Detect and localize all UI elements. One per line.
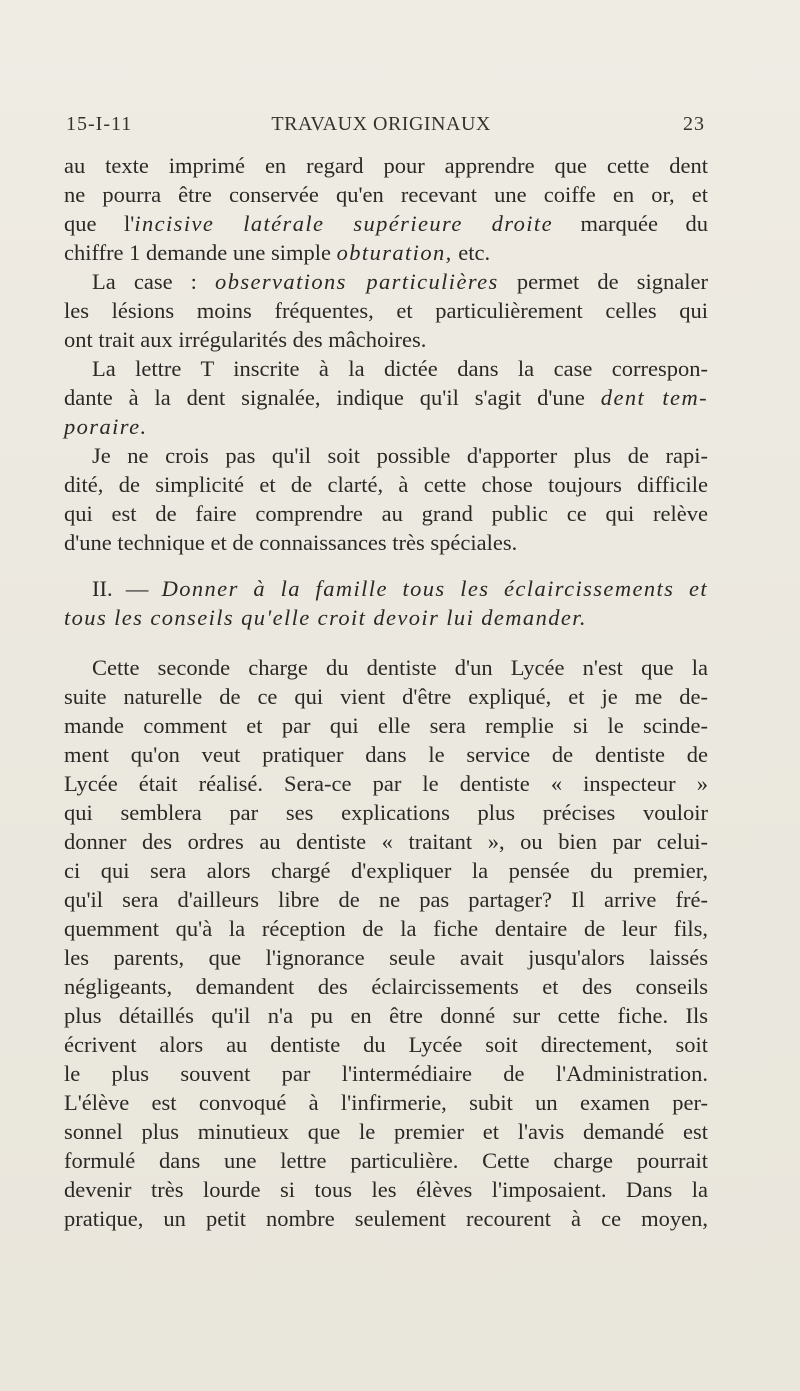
text-line: mande comment et par qui elle sera remplie si le scinde- bbox=[64, 713, 708, 738]
header-date: 15-I-11 bbox=[66, 113, 133, 135]
text-line: qu'il sera d'ailleurs libre de ne pas partager? Il arrive fré- bbox=[64, 887, 708, 912]
text-line: dante à la dent signalée, indique qu'il s'agit d'une dent tem- bbox=[64, 385, 708, 410]
italic-heading: tous les conseils qu'elle croit devoir lui demander. bbox=[64, 605, 587, 630]
page-body bbox=[64, 151, 708, 1233]
text-line: qui semblera par ses explications plus précises vouloir bbox=[64, 800, 708, 825]
paragraph bbox=[64, 267, 708, 354]
italic-term: obturation, bbox=[336, 240, 453, 265]
italic-term: observations particulières bbox=[215, 269, 499, 294]
running-header bbox=[66, 113, 705, 137]
italic-term: incisive latérale supérieure droite bbox=[134, 211, 553, 236]
text-line: L'élève est convoqué à l'infirmerie, subit un examen per- bbox=[64, 1090, 708, 1115]
spacer bbox=[64, 557, 708, 574]
text-line: formulé dans une lettre particulière. Cette charge pourrait bbox=[64, 1148, 708, 1173]
text-line: plus détaillés qu'il n'a pu en être donné sur cette fiche. Ils bbox=[64, 1003, 708, 1028]
text-line: dité, de simplicité et de clarté, à cette chose toujours difficile bbox=[64, 472, 708, 497]
paragraph bbox=[64, 441, 708, 557]
italic-term: poraire. bbox=[64, 414, 148, 439]
text-line: ment qu'on veut pratiquer dans le service de dentiste de bbox=[64, 742, 708, 767]
text-line: pratique, un petit nombre seulement recourent à ce moyen, bbox=[64, 1206, 708, 1231]
text-line: quemment qu'à la réception de la fiche dentaire de leur fils, bbox=[64, 916, 708, 941]
paragraph-continued bbox=[64, 151, 708, 267]
text-line: les lésions moins fréquentes, et particulièrement celles qui bbox=[64, 298, 708, 323]
text-line: que l'incisive latérale supérieure droite marquée du bbox=[64, 211, 708, 236]
text-line: ont trait aux irrégularités des mâchoires. bbox=[64, 327, 427, 352]
italic-heading: Donner à la famille tous les éclaircissements et bbox=[161, 576, 708, 601]
paragraph bbox=[64, 653, 708, 1233]
text-line: Cette seconde charge du dentiste d'un Lycée n'est que la bbox=[92, 655, 708, 680]
text-line: les parents, que l'ignorance seule avait jusqu'alors laissés bbox=[64, 945, 708, 970]
text-line: le plus souvent par l'intermédiaire de l'Administration. bbox=[64, 1061, 708, 1086]
text-line: Lycée était réalisé. Sera-ce par le dentiste « inspecteur » bbox=[64, 771, 708, 796]
text-line: ne pourra être conservée qu'en recevant une coiffe en or, et bbox=[64, 182, 708, 207]
page-number: 23 bbox=[683, 113, 705, 135]
text-line: écrivent alors au dentiste du Lycée soit directement, soit bbox=[64, 1032, 708, 1057]
text-line: suite naturelle de ce qui vient d'être expliqué, et je me de- bbox=[64, 684, 708, 709]
text-line: chiffre 1 demande une simple obturation, etc. bbox=[64, 240, 491, 265]
text-line: La lettre T inscrite à la dictée dans la case correspon- bbox=[92, 356, 708, 381]
text-line: donner des ordres au dentiste « traitant », ou bien par celui- bbox=[64, 829, 708, 854]
text-line: Je ne crois pas qu'il soit possible d'apporter plus de rapi- bbox=[92, 443, 708, 468]
text-line: II. — Donner à la famille tous les éclaircissements et bbox=[92, 576, 708, 601]
italic-term: dent tem- bbox=[600, 385, 708, 410]
text-line: au texte imprimé en regard pour apprendre que cette dent bbox=[64, 153, 708, 178]
section-heading bbox=[64, 574, 708, 632]
text-line: négligeants, demandent des éclaircissements et des conseils bbox=[64, 974, 708, 999]
text-line: La case : observations particulières permet de signaler bbox=[92, 269, 708, 294]
text-line: qui est de faire comprendre au grand public ce qui relève bbox=[64, 501, 708, 526]
paragraph bbox=[64, 354, 708, 441]
header-title: TRAVAUX ORIGINAUX bbox=[271, 113, 491, 135]
spacer bbox=[64, 632, 708, 653]
text-line: d'une technique et de connaissances très spéciales. bbox=[64, 530, 518, 555]
text-line: sonnel plus minutieux que le premier et l'avis demandé est bbox=[64, 1119, 708, 1144]
text-line: ci qui sera alors chargé d'expliquer la pensée du premier, bbox=[64, 858, 708, 883]
text-line bbox=[64, 412, 708, 441]
text-line: devenir très lourde si tous les élèves l'imposaient. Dans la bbox=[64, 1177, 708, 1202]
text-line bbox=[64, 603, 708, 632]
